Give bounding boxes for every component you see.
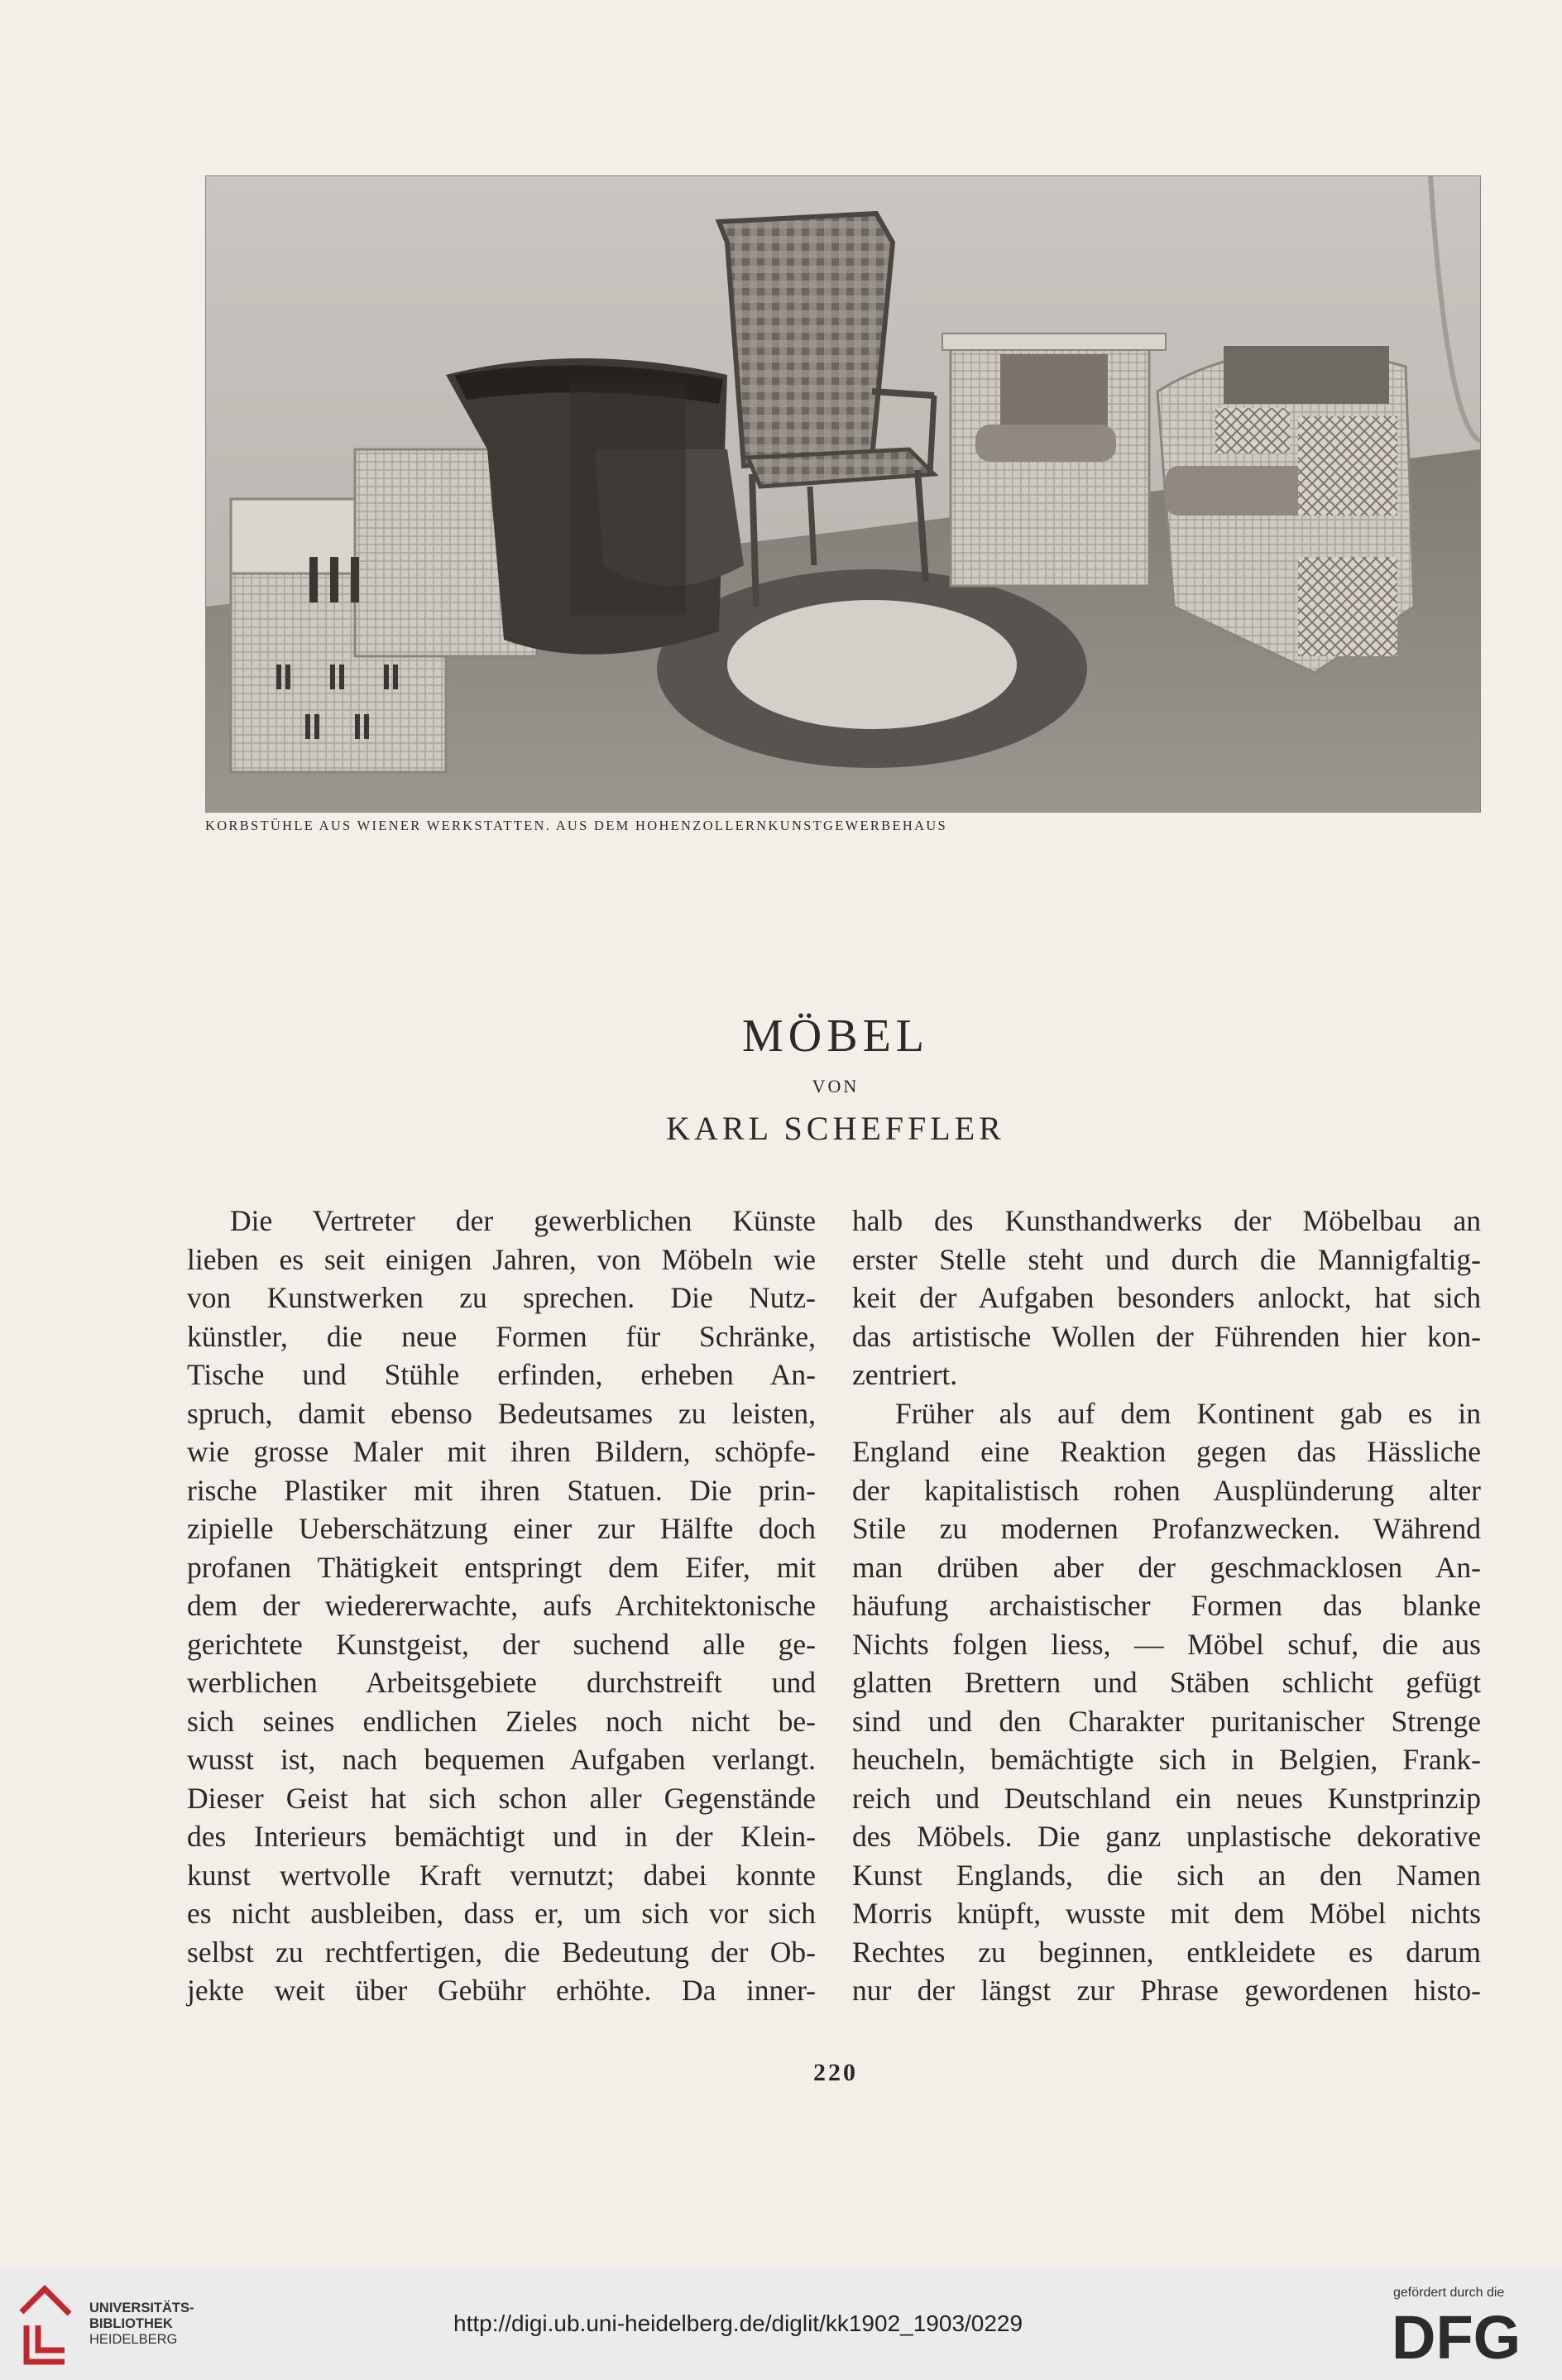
funding-label: gefördert durch die [1393, 2286, 1505, 2300]
text-line: häufung archaistischer Formen das blanke [852, 1589, 1481, 1622]
text-line: Stile zu modernen Profanzwecken. Während [852, 1512, 1481, 1545]
text-line: künstler, die neue Formen für Schränke, [187, 1319, 816, 1353]
text-line: dem der wiedererwachte, aufs Architektonische [187, 1589, 816, 1622]
text-line: Früher als auf dem Kontinent gab es in [895, 1396, 1481, 1430]
author-name: KARL SCHEFFLER [666, 1110, 1005, 1147]
text-line: zipielle Ueberschätzung einer zur Hälfte doch [187, 1512, 816, 1545]
text-line: zentriert. [852, 1358, 958, 1391]
text-line: jekte weit über Gebühr erhöhte. Da inner- [187, 1974, 816, 2007]
text-line: es nicht ausbleiben, dass er, um sich vor sich [187, 1897, 816, 1930]
text-line: nur der längst zur Phrase gewordenen histo- [852, 1974, 1481, 2007]
text-line: wie grosse Maler mit ihren Bildern, schöpfe- [187, 1435, 816, 1468]
text-line: profanen Thätigkeit entspringt dem Eifer, mit [187, 1550, 816, 1584]
text-line: halb des Kunsthandwerks der Möbelbau an [852, 1204, 1481, 1237]
byline-prefix: VON [812, 1076, 860, 1096]
text-line: lieben es seit einigen Jahren, von Möbeln wie [187, 1242, 816, 1276]
text-line: der kapitalistisch rohen Ausplünderung alter [852, 1473, 1481, 1507]
text-line: heucheln, bemächtigte sich in Belgien, Frank- [852, 1743, 1481, 1776]
text-line: wusst ist, nach bequemen Aufgaben verlangt. [187, 1743, 816, 1776]
text-line: England eine Reaktion gegen das Hässliche [852, 1435, 1481, 1468]
text-line: reich und Deutschland ein neues Kunstprinzip [852, 1781, 1481, 1815]
furniture-photograph [205, 175, 1481, 813]
text-line: kunst wertvolle Kraft vernutzt; dabei konnte [187, 1858, 816, 1892]
digitization-footer [0, 2267, 1562, 2380]
text-line: glatten Brettern und Stäben schlicht gefügt [852, 1666, 1481, 1699]
article-title: MÖBEL [742, 1010, 929, 1062]
library-name-line: UNIVERSITÄTS- [89, 2301, 194, 2315]
dfg-logo-text: DFG [1392, 2307, 1521, 2367]
text-line: des Interieurs bemächtigt und in der Klein- [187, 1820, 816, 1853]
text-line: Kunst Englands, die sich an den Namen [852, 1858, 1481, 1892]
right-text-column [852, 1202, 1481, 2010]
text-line: sind und den Charakter puritanischer Strenge [852, 1704, 1481, 1738]
text-line: keit der Aufgaben besonders anlockt, hat sich [852, 1281, 1481, 1314]
text-line: werblichen Arbeitsgebiete durchstreift und [187, 1666, 816, 1699]
text-line: sich seines endlichen Zieles noch nicht be- [187, 1704, 816, 1738]
figure-caption: KORBSTÜHLE AUS WIENER WERKSTATTEN. AUS DEM HOHENZOLLERNKUNSTGEWERBEHAUS [205, 818, 947, 833]
text-line: erster Stelle steht und durch die Mannigfaltig- [852, 1242, 1481, 1276]
text-line: Rechtes zu beginnen, entkleidete es darum [852, 1935, 1481, 1969]
dfg-logo-icon [1390, 2307, 1547, 2367]
text-line: Dieser Geist hat sich schon aller Gegenstände [187, 1781, 816, 1815]
text-line: Nichts folgen liess, — Möbel schuf, die aus [852, 1627, 1481, 1661]
wicker-barrel-chair [942, 333, 1166, 586]
page-number: 220 [813, 2059, 858, 2086]
text-line: spruch, damit ebenso Bedeutsames zu leisten, [187, 1396, 816, 1430]
library-name-line: BIBLIOTHEK [89, 2316, 173, 2331]
permalink[interactable]: http://digi.ub.uni-heidelberg.de/diglit/kk1902_1903/0229 [453, 2310, 1023, 2336]
text-line: rische Plastiker mit ihren Statuen. Die prin- [187, 1473, 816, 1507]
library-name [89, 2301, 194, 2348]
text-line: das artistische Wollen der Führenden hier kon- [852, 1319, 1481, 1353]
university-library-logo-icon [15, 2282, 76, 2368]
text-line: selbst zu rechtfertigen, die Bedeutung der Ob- [187, 1935, 816, 1969]
left-text-column [187, 1202, 816, 2010]
text-line: Tische und Stühle erfinden, erheben An- [187, 1358, 816, 1391]
library-name-line: HEIDELBERG [89, 2332, 178, 2347]
text-line: des Möbels. Die ganz unplastische dekorative [852, 1820, 1481, 1853]
text-line: man drüben aber der geschmacklosen An- [852, 1550, 1481, 1584]
text-line: gerichtete Kunstgeist, der suchend alle ge- [187, 1627, 816, 1661]
text-line: von Kunstwerken zu sprechen. Die Nutz- [187, 1281, 816, 1314]
text-line: Morris knüpft, wusste mit dem Möbel nichts [852, 1897, 1481, 1930]
text-line: Die Vertreter der gewerblichen Künste [230, 1204, 816, 1237]
